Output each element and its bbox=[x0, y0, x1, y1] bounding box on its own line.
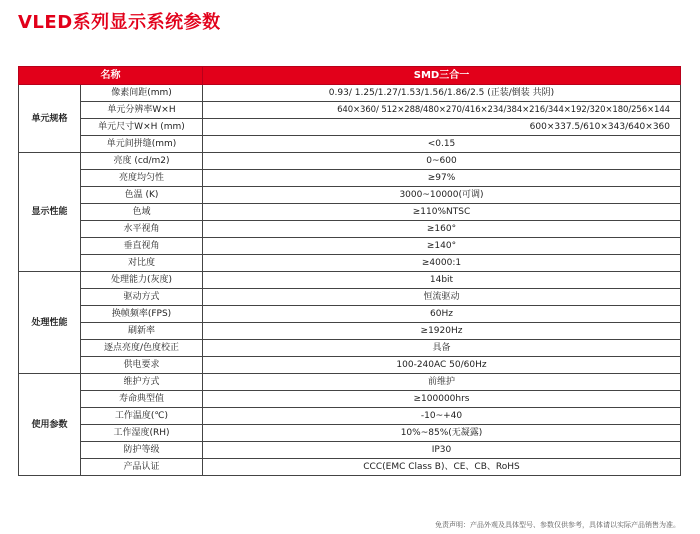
param-value: ≥160° bbox=[203, 221, 681, 238]
table-row bbox=[19, 391, 681, 408]
table-row bbox=[19, 340, 681, 357]
param-name: 工作温度(℃) bbox=[81, 408, 203, 425]
param-name: 驱动方式 bbox=[81, 289, 203, 306]
param-value: 100-240AC 50/60Hz bbox=[203, 357, 681, 374]
param-value: 3000~10000(可调) bbox=[203, 187, 681, 204]
param-value: 具备 bbox=[203, 340, 681, 357]
table-row bbox=[19, 85, 681, 102]
param-name: 防护等级 bbox=[81, 442, 203, 459]
param-value: ≥97% bbox=[203, 170, 681, 187]
param-value: ≥1920Hz bbox=[203, 323, 681, 340]
table-row bbox=[19, 136, 681, 153]
param-name: 维护方式 bbox=[81, 374, 203, 391]
header-value: SMD三合一 bbox=[203, 67, 681, 85]
param-value: -10~+40 bbox=[203, 408, 681, 425]
table-row bbox=[19, 102, 681, 119]
table-row bbox=[19, 425, 681, 442]
disclaimer-note: 免责声明：产品外观及具体型号、参数仅供参考，具体请以实际产品销售为准。 bbox=[435, 521, 680, 529]
table-row bbox=[19, 272, 681, 289]
param-value: 14bit bbox=[203, 272, 681, 289]
param-name: 亮度均匀性 bbox=[81, 170, 203, 187]
param-value: 60Hz bbox=[203, 306, 681, 323]
param-name: 像素间距(mm) bbox=[81, 85, 203, 102]
table-header-row bbox=[19, 67, 681, 85]
param-value: CCC(EMC Class B)、CE、CB、RoHS bbox=[203, 459, 681, 476]
param-name: 产品认证 bbox=[81, 459, 203, 476]
table-row bbox=[19, 289, 681, 306]
param-name: 对比度 bbox=[81, 255, 203, 272]
table-row bbox=[19, 459, 681, 476]
table-row bbox=[19, 442, 681, 459]
table-row bbox=[19, 374, 681, 391]
table-row bbox=[19, 221, 681, 238]
param-name: 刷新率 bbox=[81, 323, 203, 340]
param-name: 单元间拼缝(mm) bbox=[81, 136, 203, 153]
param-name: 单元分辨率W×H bbox=[81, 102, 203, 119]
param-value: 前维护 bbox=[203, 374, 681, 391]
param-name: 垂直视角 bbox=[81, 238, 203, 255]
table-row bbox=[19, 153, 681, 170]
param-name: 供电要求 bbox=[81, 357, 203, 374]
param-value: 0.93/ 1.25/1.27/1.53/1.56/1.86/2.5 (正装/倒装 共阴) bbox=[203, 85, 681, 102]
param-value: 640×360/ 512×288/480×270/416×234/384×216/344×192/320×180/256×144 bbox=[203, 102, 681, 119]
param-name: 色温 (K) bbox=[81, 187, 203, 204]
param-name: 水平视角 bbox=[81, 221, 203, 238]
param-name: 换帧频率(FPS) bbox=[81, 306, 203, 323]
table-row bbox=[19, 204, 681, 221]
param-value: ≥100000hrs bbox=[203, 391, 681, 408]
param-value: 600×337.5/610×343/640×360 bbox=[203, 119, 681, 136]
param-name: 色域 bbox=[81, 204, 203, 221]
table-row bbox=[19, 238, 681, 255]
table-row bbox=[19, 119, 681, 136]
group-label: 单元规格 bbox=[19, 85, 81, 153]
param-value: ≥110%NTSC bbox=[203, 204, 681, 221]
table-row bbox=[19, 170, 681, 187]
param-value: <0.15 bbox=[203, 136, 681, 153]
param-value: 0~600 bbox=[203, 153, 681, 170]
table-row bbox=[19, 357, 681, 374]
spec-table bbox=[18, 66, 681, 476]
page-title: VLED系列显示系统参数 bbox=[18, 12, 221, 33]
table-row bbox=[19, 323, 681, 340]
param-value: ≥140° bbox=[203, 238, 681, 255]
param-name: 寿命典型值 bbox=[81, 391, 203, 408]
group-label: 显示性能 bbox=[19, 153, 81, 272]
header-name: 名称 bbox=[19, 67, 203, 85]
group-label: 处理性能 bbox=[19, 272, 81, 374]
table-row bbox=[19, 408, 681, 425]
param-value: 恒流驱动 bbox=[203, 289, 681, 306]
table-row bbox=[19, 306, 681, 323]
param-name: 逐点亮度/色度校正 bbox=[81, 340, 203, 357]
param-value: 10%~85%(无凝露) bbox=[203, 425, 681, 442]
param-name: 单元尺寸W×H (mm) bbox=[81, 119, 203, 136]
table-row bbox=[19, 255, 681, 272]
param-value: IP30 bbox=[203, 442, 681, 459]
group-label: 使用参数 bbox=[19, 374, 81, 476]
param-name: 工作湿度(RH) bbox=[81, 425, 203, 442]
table-row bbox=[19, 187, 681, 204]
param-value: ≥4000:1 bbox=[203, 255, 681, 272]
param-name: 亮度 (cd/m2) bbox=[81, 153, 203, 170]
param-name: 处理能力(灰度) bbox=[81, 272, 203, 289]
